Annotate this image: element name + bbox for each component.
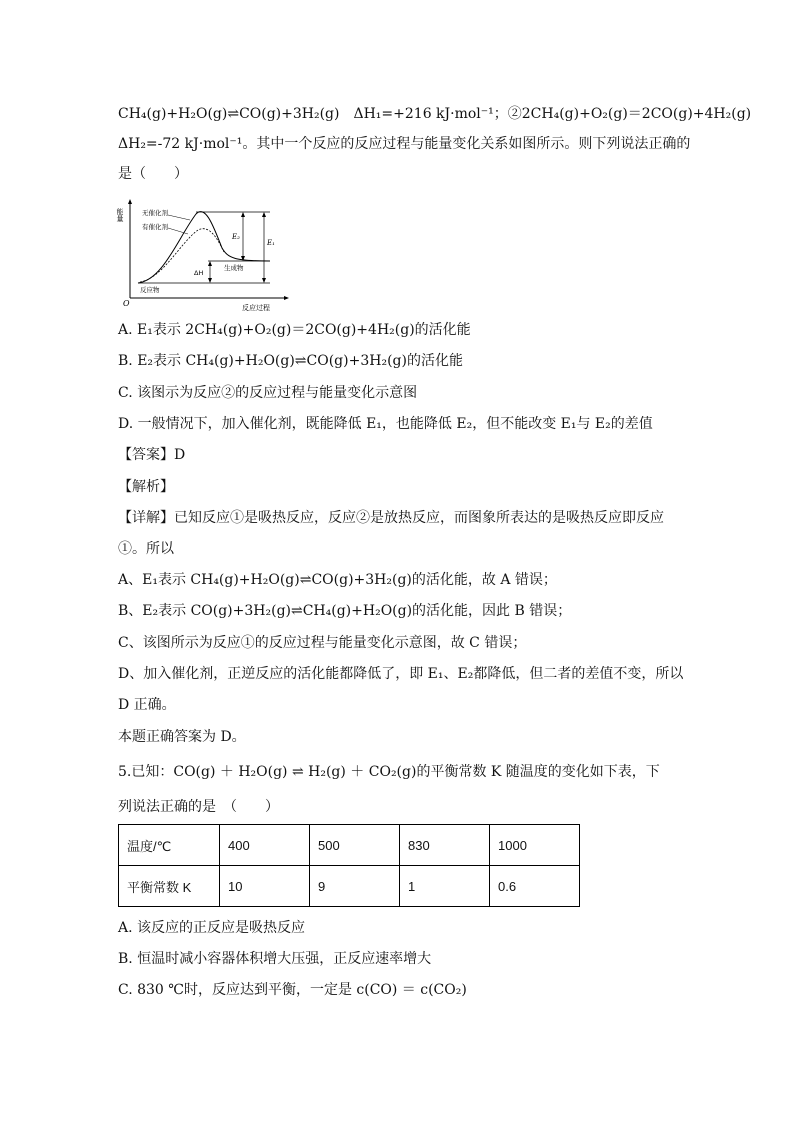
q5-option-c: C. 830 ℃时，反应达到平衡，一定是 c(CO) ＝ c(CO₂) — [118, 982, 467, 998]
table-cell: 1 — [400, 866, 490, 907]
q4-analysis-line-1: 【详解】已知反应①是吸热反应，反应②是放热反应，而图象所表达的是吸热反应即反应 — [118, 510, 664, 526]
table-header-k: 平衡常数 K — [119, 866, 220, 907]
dh-label: ΔH — [194, 269, 204, 277]
q5-option-b: B. 恒温时减小容器体积增大压强，正反应速率增大 — [118, 951, 432, 967]
q4-analysis-line-8: 本题正确答案为 D。 — [118, 729, 246, 745]
table-header-temperature: 温度/℃ — [119, 825, 220, 866]
q4-stem-line-1: CH₄(g)+H₂O(g)⇌CO(g)+3H₂(g) ΔH₁=+216 kJ·mol⁻¹；②2CH₄(g)+O₂(g)＝2CO(g)+4H₂(g) — [118, 106, 752, 122]
reactant-label: 反应物 — [140, 286, 160, 294]
x-axis-arrow — [284, 296, 289, 300]
table-cell: 10 — [220, 866, 310, 907]
equilibrium-constant-table — [118, 824, 580, 907]
table-cell: 1000 — [490, 825, 580, 866]
q4-analysis-line-2: ①。所以 — [118, 541, 174, 557]
q5-option-a: A. 该反应的正反应是吸热反应 — [118, 920, 306, 936]
y-axis-arrow — [128, 199, 132, 204]
q5-stem-line-1: 5.已知：CO(g) ＋ H₂O(g) ⇌ H₂(g) ＋ CO₂(g)的平衡常数 K 随温度的变化如下表，下 — [118, 764, 660, 780]
e2-label: E₂ — [232, 233, 240, 241]
q4-analysis-line-3: A、E₁表示 CH₄(g)+H₂O(g)⇌CO(g)+3H₂(g)的活化能，故 A 错误； — [118, 572, 557, 588]
q4-stem-line-3: 是（ ） — [118, 166, 188, 182]
table-row — [119, 866, 580, 907]
q4-analysis-line-5: C、该图所示为反应①的反应过程与能量变化示意图，故 C 错误； — [118, 635, 527, 651]
e1-label: E₁ — [267, 239, 275, 247]
q4-stem-line-2: ΔH₂=-72 kJ·mol⁻¹。其中一个反应的反应过程与能量变化关系如图所示。则下列说法正确的 — [118, 136, 691, 152]
q4-analysis-line-6: D、加入催化剂，正逆反应的活化能都降低了，即 E₁、E₂都降低，但二者的差值不变，所以 — [118, 666, 684, 682]
q4-analysis-line-7: D 正确。 — [118, 697, 176, 713]
q4-analysis-title: 【解析】 — [118, 479, 174, 495]
energy-profile-diagram — [118, 198, 290, 316]
q5-stem-line-2: 列说法正确的是 （ ） — [118, 799, 279, 815]
product-label: 生成物 — [224, 264, 244, 272]
table-row — [119, 825, 580, 866]
y-axis-label: 能量 — [116, 208, 124, 222]
table-cell: 830 — [400, 825, 490, 866]
q4-analysis-line-4: B、E₂表示 CO(g)+3H₂(g)⇌CH₄(g)+H₂O(g)的活化能，因此 B 错误； — [118, 603, 572, 619]
table-cell: 400 — [220, 825, 310, 866]
q4-option-c: C. 该图示为反应②的反应过程与能量变化示意图 — [118, 385, 418, 401]
catalyst-label: 有催化剂 — [142, 223, 168, 231]
q4-option-d: D. 一般情况下，加入催化剂，既能降低 E₁，也能降低 E₂，但不能改变 E₁与 E₂的差值 — [118, 416, 653, 432]
q4-option-a: A. E₁表示 2CH₄(g)+O₂(g)＝2CO(g)+4H₂(g)的活化能 — [118, 322, 471, 338]
no-catalyst-pointer — [168, 215, 190, 220]
q4-answer: 【答案】D — [118, 447, 186, 463]
table-cell: 9 — [310, 866, 400, 907]
origin-label: O — [123, 299, 130, 308]
q4-option-b: B. E₂表示 CH₄(g)+H₂O(g)⇌CO(g)+3H₂(g)的活化能 — [118, 353, 463, 369]
table-cell: 500 — [310, 825, 400, 866]
table-cell: 0.6 — [490, 866, 580, 907]
x-axis-label: 反应过程 — [242, 304, 270, 312]
no-catalyst-label: 无催化剂 — [142, 209, 168, 217]
